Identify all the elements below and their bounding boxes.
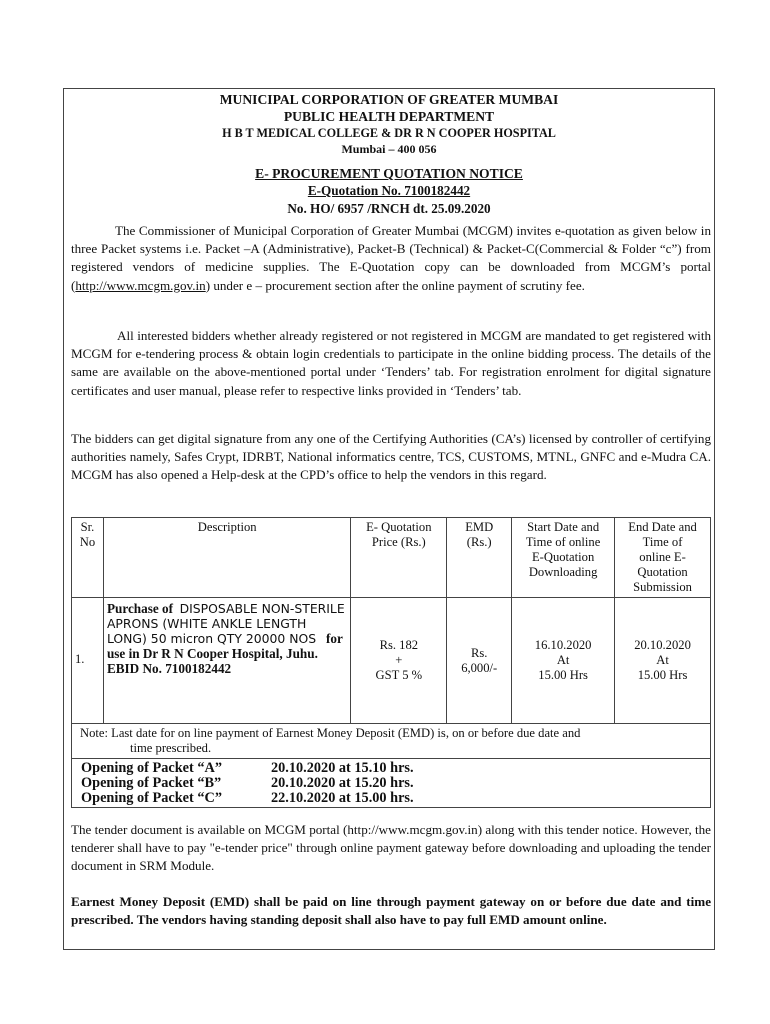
opening-packet-c: Opening of Packet “C” 22.10.2020 at 15.00 hrs.	[81, 790, 414, 806]
row-emd: Rs. 6,000/-	[447, 598, 512, 724]
quotation-number: E-Quotation No. 7100182442	[307, 183, 471, 198]
table-row	[72, 598, 711, 724]
header-end-date: End Date and Time of online E- Quotation Submission	[615, 518, 711, 598]
header-start-date: Start Date and Time of online E-Quotation Downloading	[512, 518, 615, 598]
note-row	[72, 724, 711, 759]
header-sr: Sr. No	[72, 518, 104, 598]
row-end-date: 20.10.2020 At 15.00 Hrs	[615, 598, 711, 724]
notice-frame	[63, 88, 715, 950]
intro-text-start: The Commissioner of Municipal Corporation of Greater Mumbai (MCGM) invites e-quotation as given below in three Packet systems i.e. Packet –A (Administrative), Packet-B (Technical) & Packet-C(Commercial & Folder “c”) from registered vendors of medicine supplies. The E-Quotation copy can be downloaded from MCGM’s portal (	[71, 223, 711, 293]
city-address: Mumbai – 400 056	[341, 142, 437, 156]
emd-note: Note: Last date for on line payment of Earnest Money Deposit (EMD) is, on or before due date and time prescribed.	[72, 724, 711, 759]
emd-payment-paragraph: Earnest Money Deposit (EMD) shall be paid on line through payment gateway on or before due date and time prescribed. The vendors having standing deposit shall also have to pay full EMD amount online.	[71, 894, 711, 928]
tender-document-paragraph: The tender document is available on MCGM portal (http://www.mcgm.gov.in) along with this tender notice. However, the tenderer shall have to pay "e-tender price" through online payment gateway before downloading and uploading the tender document in SRM Module.	[71, 822, 711, 874]
registration-paragraph: All interested bidders whether already registered or not registered in MCGM are mandated to get registered with MCGM for e-tendering process & obtain login credentials to participate in the online bidding process. The details of the same are available on the above-mentioned portal under ‘Tenders’ tab. For registration enrolment for digital signature certificates and user manual, please refer to respective links provided in ‘Tenders’ tab.	[71, 328, 711, 398]
openings-row	[72, 759, 711, 808]
table-header-row	[72, 518, 711, 598]
intro-text-end: ) under e – procurement section after the online payment of scrutiny fee.	[205, 277, 585, 293]
digital-signature-paragraph: The bidders can get digital signature from any one of the Certifying Authorities (CA’s) licensed by controller of certifying authorities namely, Safes Crypt, IDRBT, National informatics centre, TCS, CUSTOMS, MTNL, GNFC and e-Mudra CA. MCGM has also opened a Help-desk at the CPD’s office to help the vendors in this regard.	[71, 431, 711, 483]
header-price: E- Quotation Price (Rs.)	[351, 518, 447, 598]
notice-title: E- PROCUREMENT QUOTATION NOTICE	[255, 166, 523, 181]
org-name: MUNICIPAL CORPORATION OF GREATER MUMBAI	[219, 92, 559, 107]
row-description: Purchase of DISPOSABLE NON-STERILE APRONS (WHITE ANKLE LENGTH LONG) 50 micron QTY 20000 NOS for use in Dr R N Cooper Hospital, Juhu. EBID No. 7100182442	[103, 598, 350, 724]
header-emd: EMD (Rs.)	[447, 518, 512, 598]
opening-packet-b: Opening of Packet “B” 20.10.2020 at 15.20 hrs.	[81, 775, 414, 791]
department-name: PUBLIC HEALTH DEPARTMENT	[283, 109, 495, 124]
intro-paragraph	[71, 222, 711, 295]
row-price: Rs. 182 + GST 5 %	[351, 598, 447, 724]
opening-packet-a: Opening of Packet “A” 20.10.2020 at 15.10 hrs.	[81, 760, 414, 776]
row-sr: 1.	[72, 598, 104, 724]
packet-openings	[72, 759, 711, 808]
header-description: Description	[103, 518, 350, 598]
row-start-date: 16.10.2020 At 15.00 Hrs	[512, 598, 615, 724]
portal-link[interactable]: http://www.mcgm.gov.in	[75, 277, 206, 293]
reference-number: No. HO/ 6957 /RNCH dt. 25.09.2020	[287, 201, 491, 216]
quotation-table	[71, 517, 711, 808]
hospital-name: H B T MEDICAL COLLEGE & DR R N COOPER HOSPITAL	[222, 126, 556, 140]
